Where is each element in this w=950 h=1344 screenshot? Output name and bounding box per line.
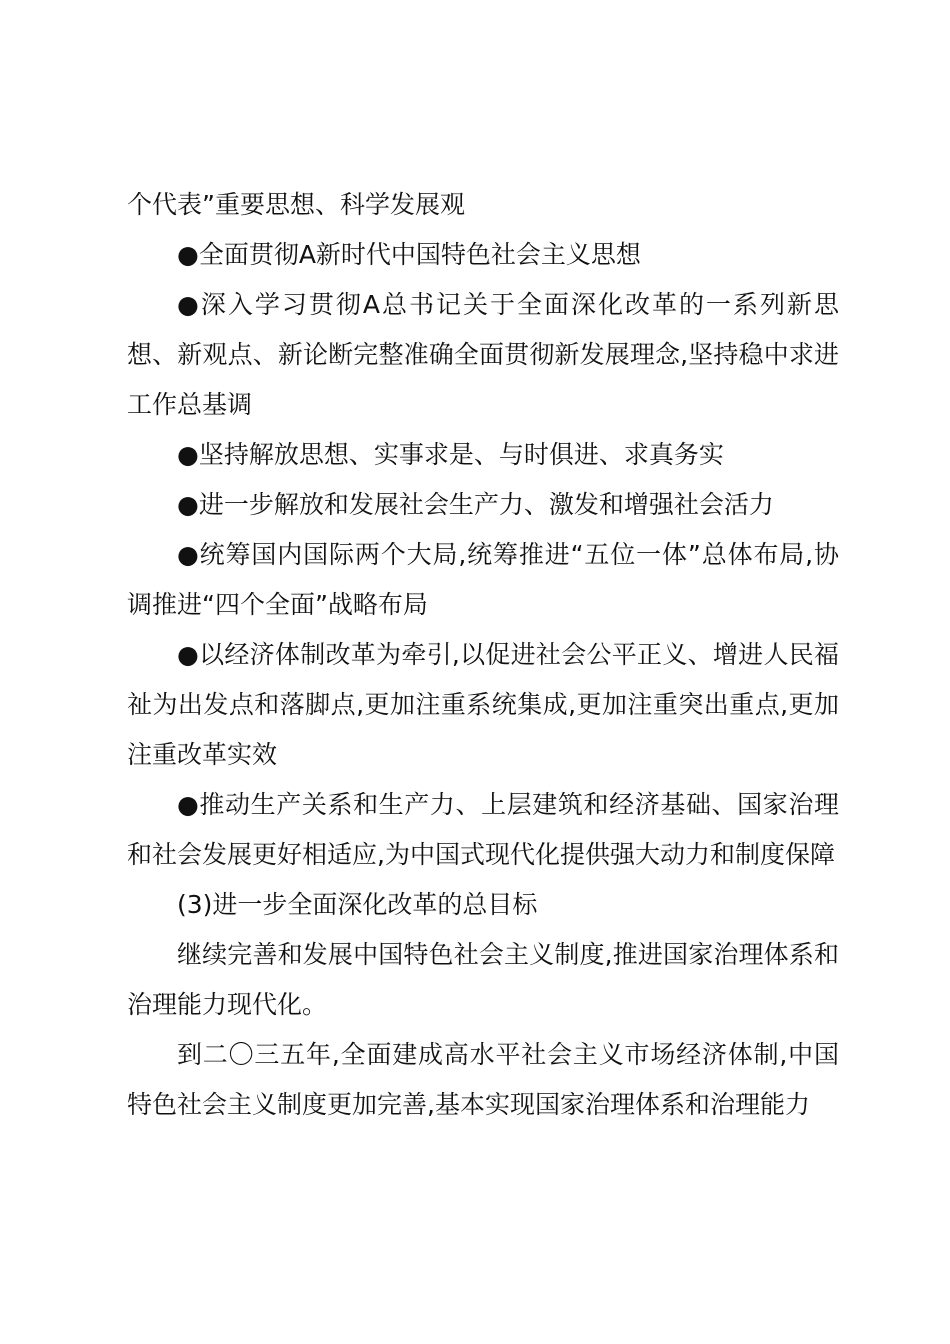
- body-paragraph: 继续完善和发展中国特色社会主义制度,推进国家治理体系和治理能力现代化。: [127, 940, 839, 1019]
- bullet-paragraph: ●统筹国内国际两个大局,统筹推进“五位一体”总体布局,协调推进“四个全面”战略布局: [127, 540, 839, 619]
- bullet-paragraph: ●坚持解放思想、实事求是、与时俱进、求真务实: [177, 440, 724, 469]
- bullet-paragraph: ●全面贯彻A新时代中国特色社会主义思想: [177, 240, 641, 269]
- bullet-paragraph: ●推动生产关系和生产力、上层建筑和经济基础、国家治理和社会发展更好相适应,为中国式现代化提供强大动力和制度保障: [127, 790, 839, 869]
- section-heading: (3)进一步全面深化改革的总目标: [177, 890, 538, 919]
- bullet-paragraph: ●深入学习贯彻A总书记关于全面深化改革的一系列新思想、新观点、新论断完整准确全面贯彻新发展理念,坚持稳中求进工作总基调: [127, 290, 839, 419]
- body-paragraph: 到二〇三五年,全面建成高水平社会主义市场经济体制,中国特色社会主义制度更加完善,基本实现国家治理体系和治理能力: [127, 1040, 839, 1119]
- paragraph-continuation: 个代表”重要思想、科学发展观: [127, 190, 465, 219]
- document-body: [127, 180, 839, 1130]
- bullet-paragraph: ●进一步解放和发展社会生产力、激发和增强社会活力: [177, 490, 774, 519]
- bullet-paragraph: ●以经济体制改革为牵引,以促进社会公平正义、增进人民福祉为出发点和落脚点,更加注重系统集成,更加注重突出重点,更加注重改革实效: [127, 640, 839, 769]
